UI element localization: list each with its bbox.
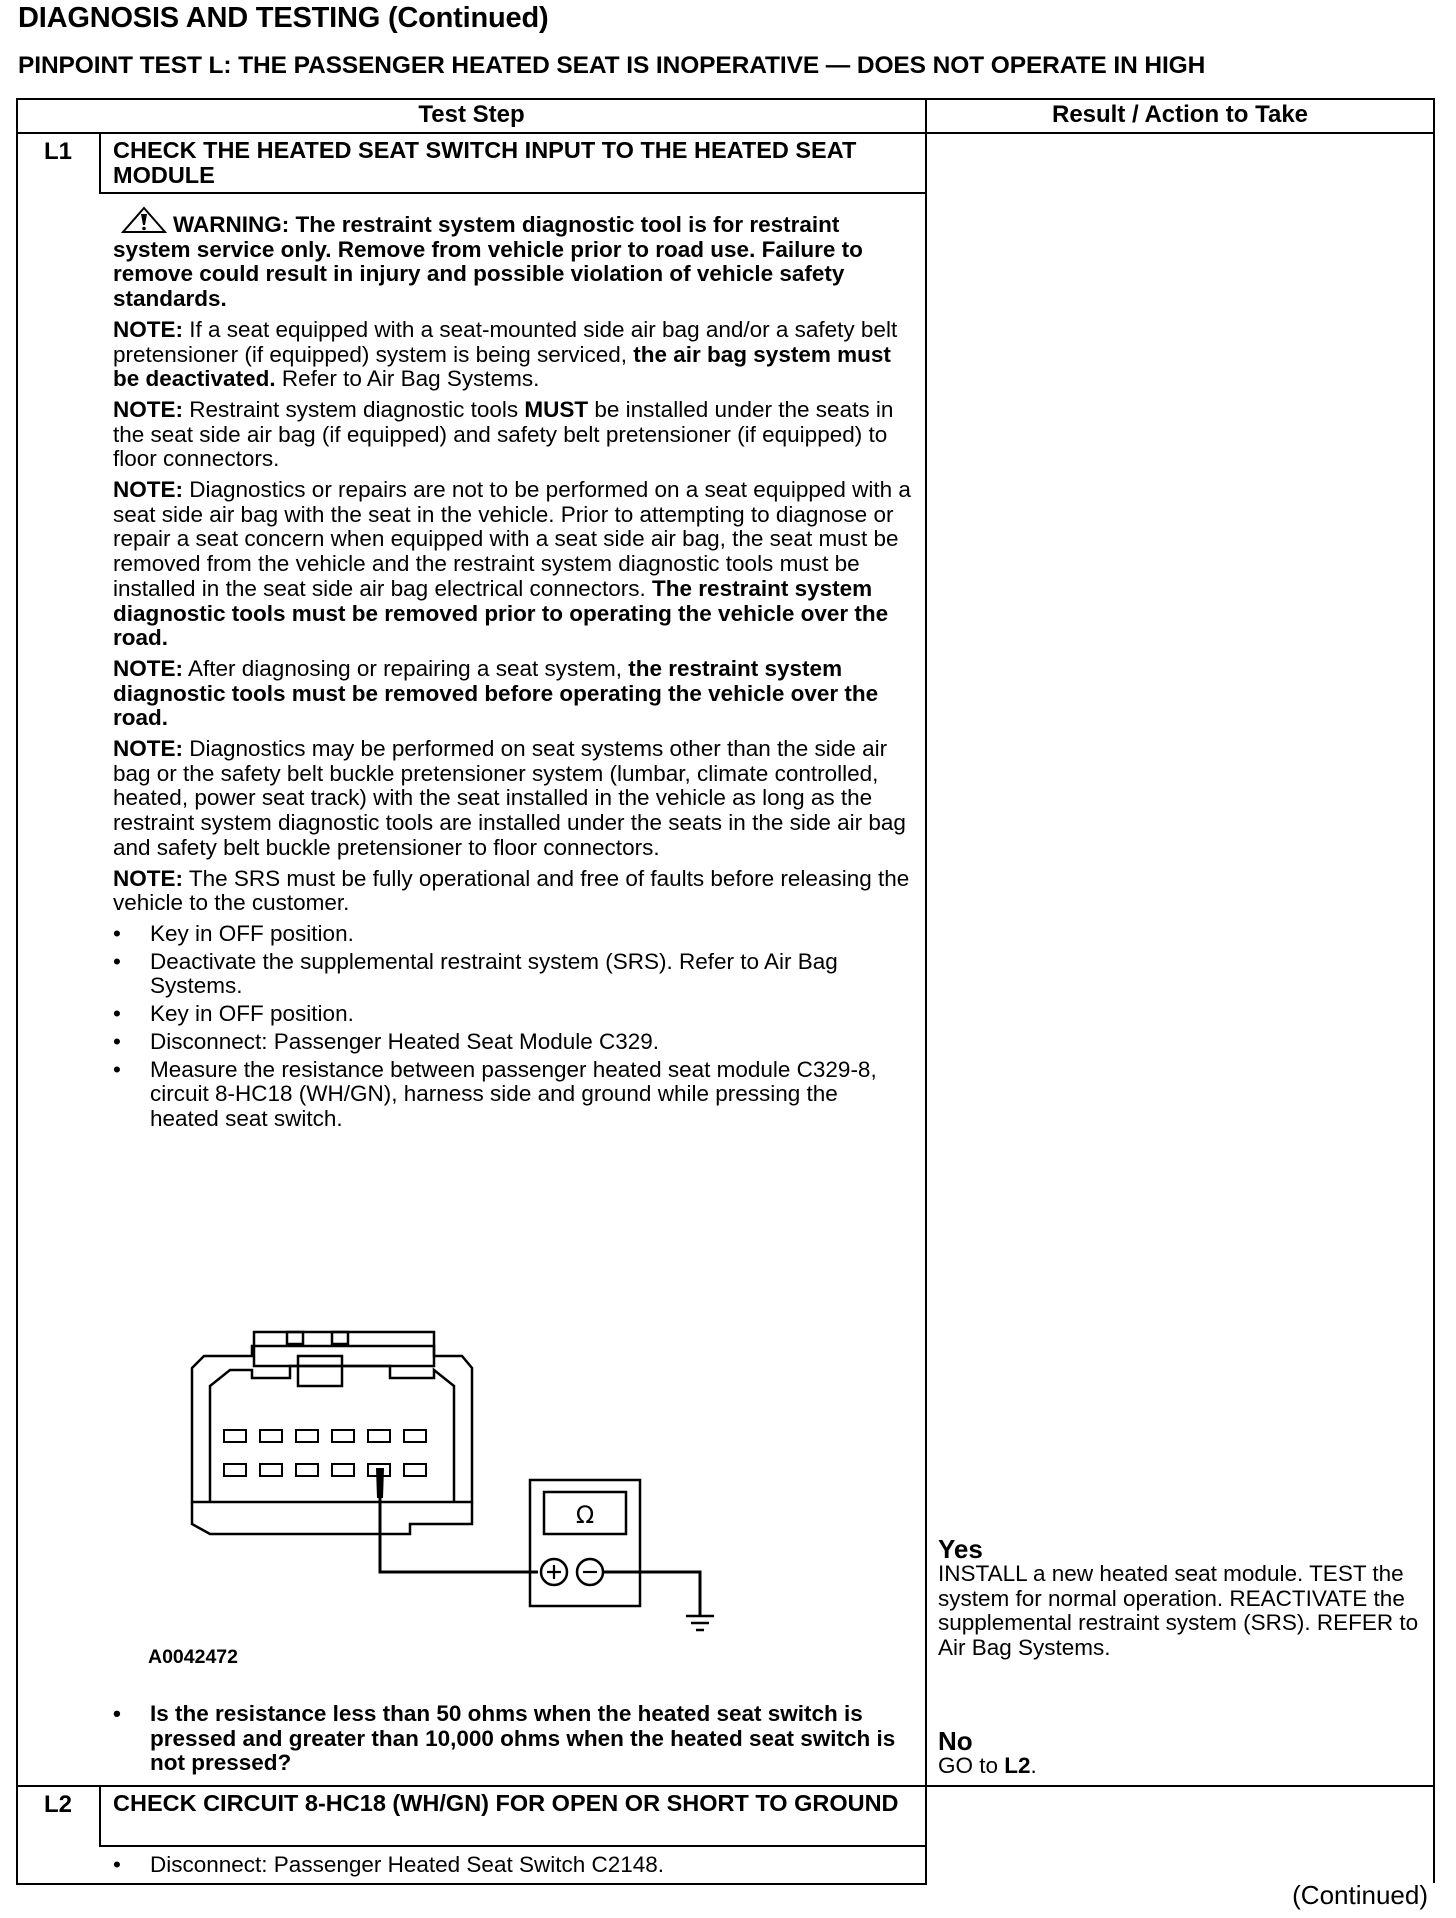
terminal xyxy=(224,1464,246,1476)
l1-question xyxy=(113,1702,903,1779)
list-item: • Disconnect: Passenger Heated Seat Module C329. xyxy=(113,1030,911,1055)
question-item: • Is the resistance less than 50 ohms when the heated seat switch is pressed and greater than 10,000 ohms when the heated seat switch is not pressed? xyxy=(113,1702,903,1776)
terminal xyxy=(332,1430,354,1442)
table-bottom-border xyxy=(16,1883,926,1885)
l2-body xyxy=(113,1853,911,1881)
note-2 xyxy=(113,398,911,472)
note-text: If a seat equipped with a seat-mounted side air bag and/or a safety belt pretensioner (if equipped) system is being serviced, xyxy=(113,316,898,367)
no-action xyxy=(938,1754,1428,1779)
list-item: • Disconnect: Passenger Heated Seat Switch C2148. xyxy=(113,1853,911,1878)
table-top-border xyxy=(16,98,1435,100)
note-text: Diagnostics may be performed on seat systems other than the side air bag or the safety belt buckle pretensioner system (lumbar, climate controlled, heated, power seat track) with the seat installed in the vehicle as long as the restraint system diagnostic tools are installed under the seats in the side air bag and safety belt buckle pretensioner to floor connectors. xyxy=(113,736,906,860)
ground-icon xyxy=(686,1616,714,1630)
no-label: No xyxy=(938,1726,973,1756)
note-tail-text: be installed under the seats in the seat side air bag (if equipped) and safety belt pretensioner (if equipped) to floor connectors. xyxy=(113,396,894,472)
terminal xyxy=(332,1464,354,1476)
column-divider xyxy=(925,98,927,1885)
terminal xyxy=(296,1464,318,1476)
column-header-result: Result / Action to Take xyxy=(1051,101,1309,128)
l1-bottom-border xyxy=(16,1785,1435,1787)
list-item: • Key in OFF position. xyxy=(113,922,911,947)
page-title: DIAGNOSIS AND TESTING (Continued) xyxy=(18,2,549,34)
note-3 xyxy=(113,478,911,651)
list-item: • Deactivate the supplemental restraint system (SRS). Refer to Air Bag Systems. xyxy=(113,950,911,999)
l1-step-list xyxy=(113,922,911,1132)
connector-measurement-diagram xyxy=(180,1320,740,1650)
note-text: The SRS must be fully operational and free of faults before releasing the vehicle to the customer. xyxy=(113,865,910,916)
note-tail-text: Refer to Air Bag Systems. xyxy=(275,366,540,392)
yes-action: INSTALL a new heated seat module. TEST the system for normal operation. REACTIVATE the supplemental restraint system (SRS). REFER to Air Bag Systems. xyxy=(938,1561,1419,1661)
note-label: NOTE: xyxy=(113,736,183,762)
l1-id-divider xyxy=(99,132,101,194)
terminal xyxy=(260,1430,282,1442)
note-6 xyxy=(113,867,911,916)
warning-triangle-icon xyxy=(121,206,167,234)
note-bold-text: the air bag system must be deactivated. xyxy=(113,341,891,392)
goto-step-link[interactable]: L2 xyxy=(1004,1753,1031,1778)
warning-block xyxy=(113,206,911,312)
connector-tab-notch-right xyxy=(332,1332,348,1344)
step-id-l1: L1 xyxy=(44,138,73,165)
note-text: Diagnostics or repairs are not to be performed on a seat equipped with a seat side air bag with the seat in the vehicle. Prior to attempting to diagnose or repair a seat concern when equipped with a seat side air bag, the seat must be removed from the vehicle and the restraint system diagnostic tools must be installed in the seat side air bag electrical connectors. xyxy=(113,477,911,601)
connector-tab-notch-left xyxy=(287,1332,303,1344)
note-5 xyxy=(113,737,911,861)
pinpoint-test-title: PINPOINT TEST L: THE PASSENGER HEATED SEAT IS INOPERATIVE — DOES NOT OPERATE IN HIGH xyxy=(18,52,1206,79)
warning-text: WARNING: The restraint system diagnostic tool is for restraint system service only. Remove from vehicle prior to road use. Failure to remove could result in injury and possible violation of vehicle safety standards. xyxy=(113,212,863,312)
step-id-l2: L2 xyxy=(44,1791,73,1818)
no-action-tail: . xyxy=(1030,1753,1037,1778)
note-label: NOTE: xyxy=(113,655,183,681)
connector-center-lock xyxy=(298,1356,342,1386)
l1-body xyxy=(113,206,911,1135)
note-bold-text: MUST xyxy=(524,396,589,422)
note-label: NOTE: xyxy=(113,316,183,342)
note-label: NOTE: xyxy=(113,396,183,422)
terminal xyxy=(224,1430,246,1442)
column-header-test-step: Test Step xyxy=(418,101,525,128)
continued-label: (Continued) xyxy=(1292,1880,1428,1910)
terminal xyxy=(368,1430,390,1442)
terminal xyxy=(296,1430,318,1442)
l2-id-divider xyxy=(99,1785,101,1847)
terminal xyxy=(404,1464,426,1476)
figure-id: A0042472 xyxy=(148,1646,238,1668)
table-left-border xyxy=(16,98,18,1885)
step-title-l1: CHECK THE HEATED SEAT SWITCH INPUT TO THE HEATED SEAT MODULE xyxy=(113,137,857,188)
ohmmeter xyxy=(530,1480,640,1606)
ohm-symbol: Ω xyxy=(575,1501,595,1529)
l1-title-border xyxy=(100,192,926,194)
result-yes xyxy=(938,1536,1428,1661)
test-lead-ground xyxy=(603,1572,700,1616)
probe-tip xyxy=(376,1468,384,1498)
note-text: Restraint system diagnostic tools xyxy=(183,396,525,422)
connector-base xyxy=(192,1502,472,1534)
note-bold-text: The restraint system diagnostic tools must be removed prior to operating the vehicle over the road. xyxy=(113,575,889,651)
note-1 xyxy=(113,318,911,392)
note-label: NOTE: xyxy=(113,865,183,891)
note-4 xyxy=(113,657,911,731)
list-item: • Key in OFF position. xyxy=(113,1002,911,1027)
note-bold-text: the restraint system diagnostic tools must be removed before operating the vehicle over the road. xyxy=(113,655,879,731)
note-label: NOTE: xyxy=(113,477,183,503)
note-text: After diagnosing or repairing a seat system, xyxy=(183,655,629,681)
connector-top-tab xyxy=(254,1332,434,1366)
table-right-border xyxy=(1433,98,1435,1883)
yes-label: Yes xyxy=(938,1534,983,1564)
terminal xyxy=(404,1430,426,1442)
header-bottom-border xyxy=(16,132,1435,134)
step-title-l2: CHECK CIRCUIT 8-HC18 (WH/GN) FOR OPEN OR SHORT TO GROUND xyxy=(113,1790,899,1816)
terminal xyxy=(260,1464,282,1476)
l2-title-border xyxy=(100,1845,926,1847)
list-item: • Measure the resistance between passenger heated seat module C329-8, circuit 8-HC18 (WH/GN), harness side and ground while pressing the heated seat switch. xyxy=(113,1058,911,1132)
result-no xyxy=(938,1728,1428,1779)
no-action-text: GO to xyxy=(938,1753,1005,1778)
